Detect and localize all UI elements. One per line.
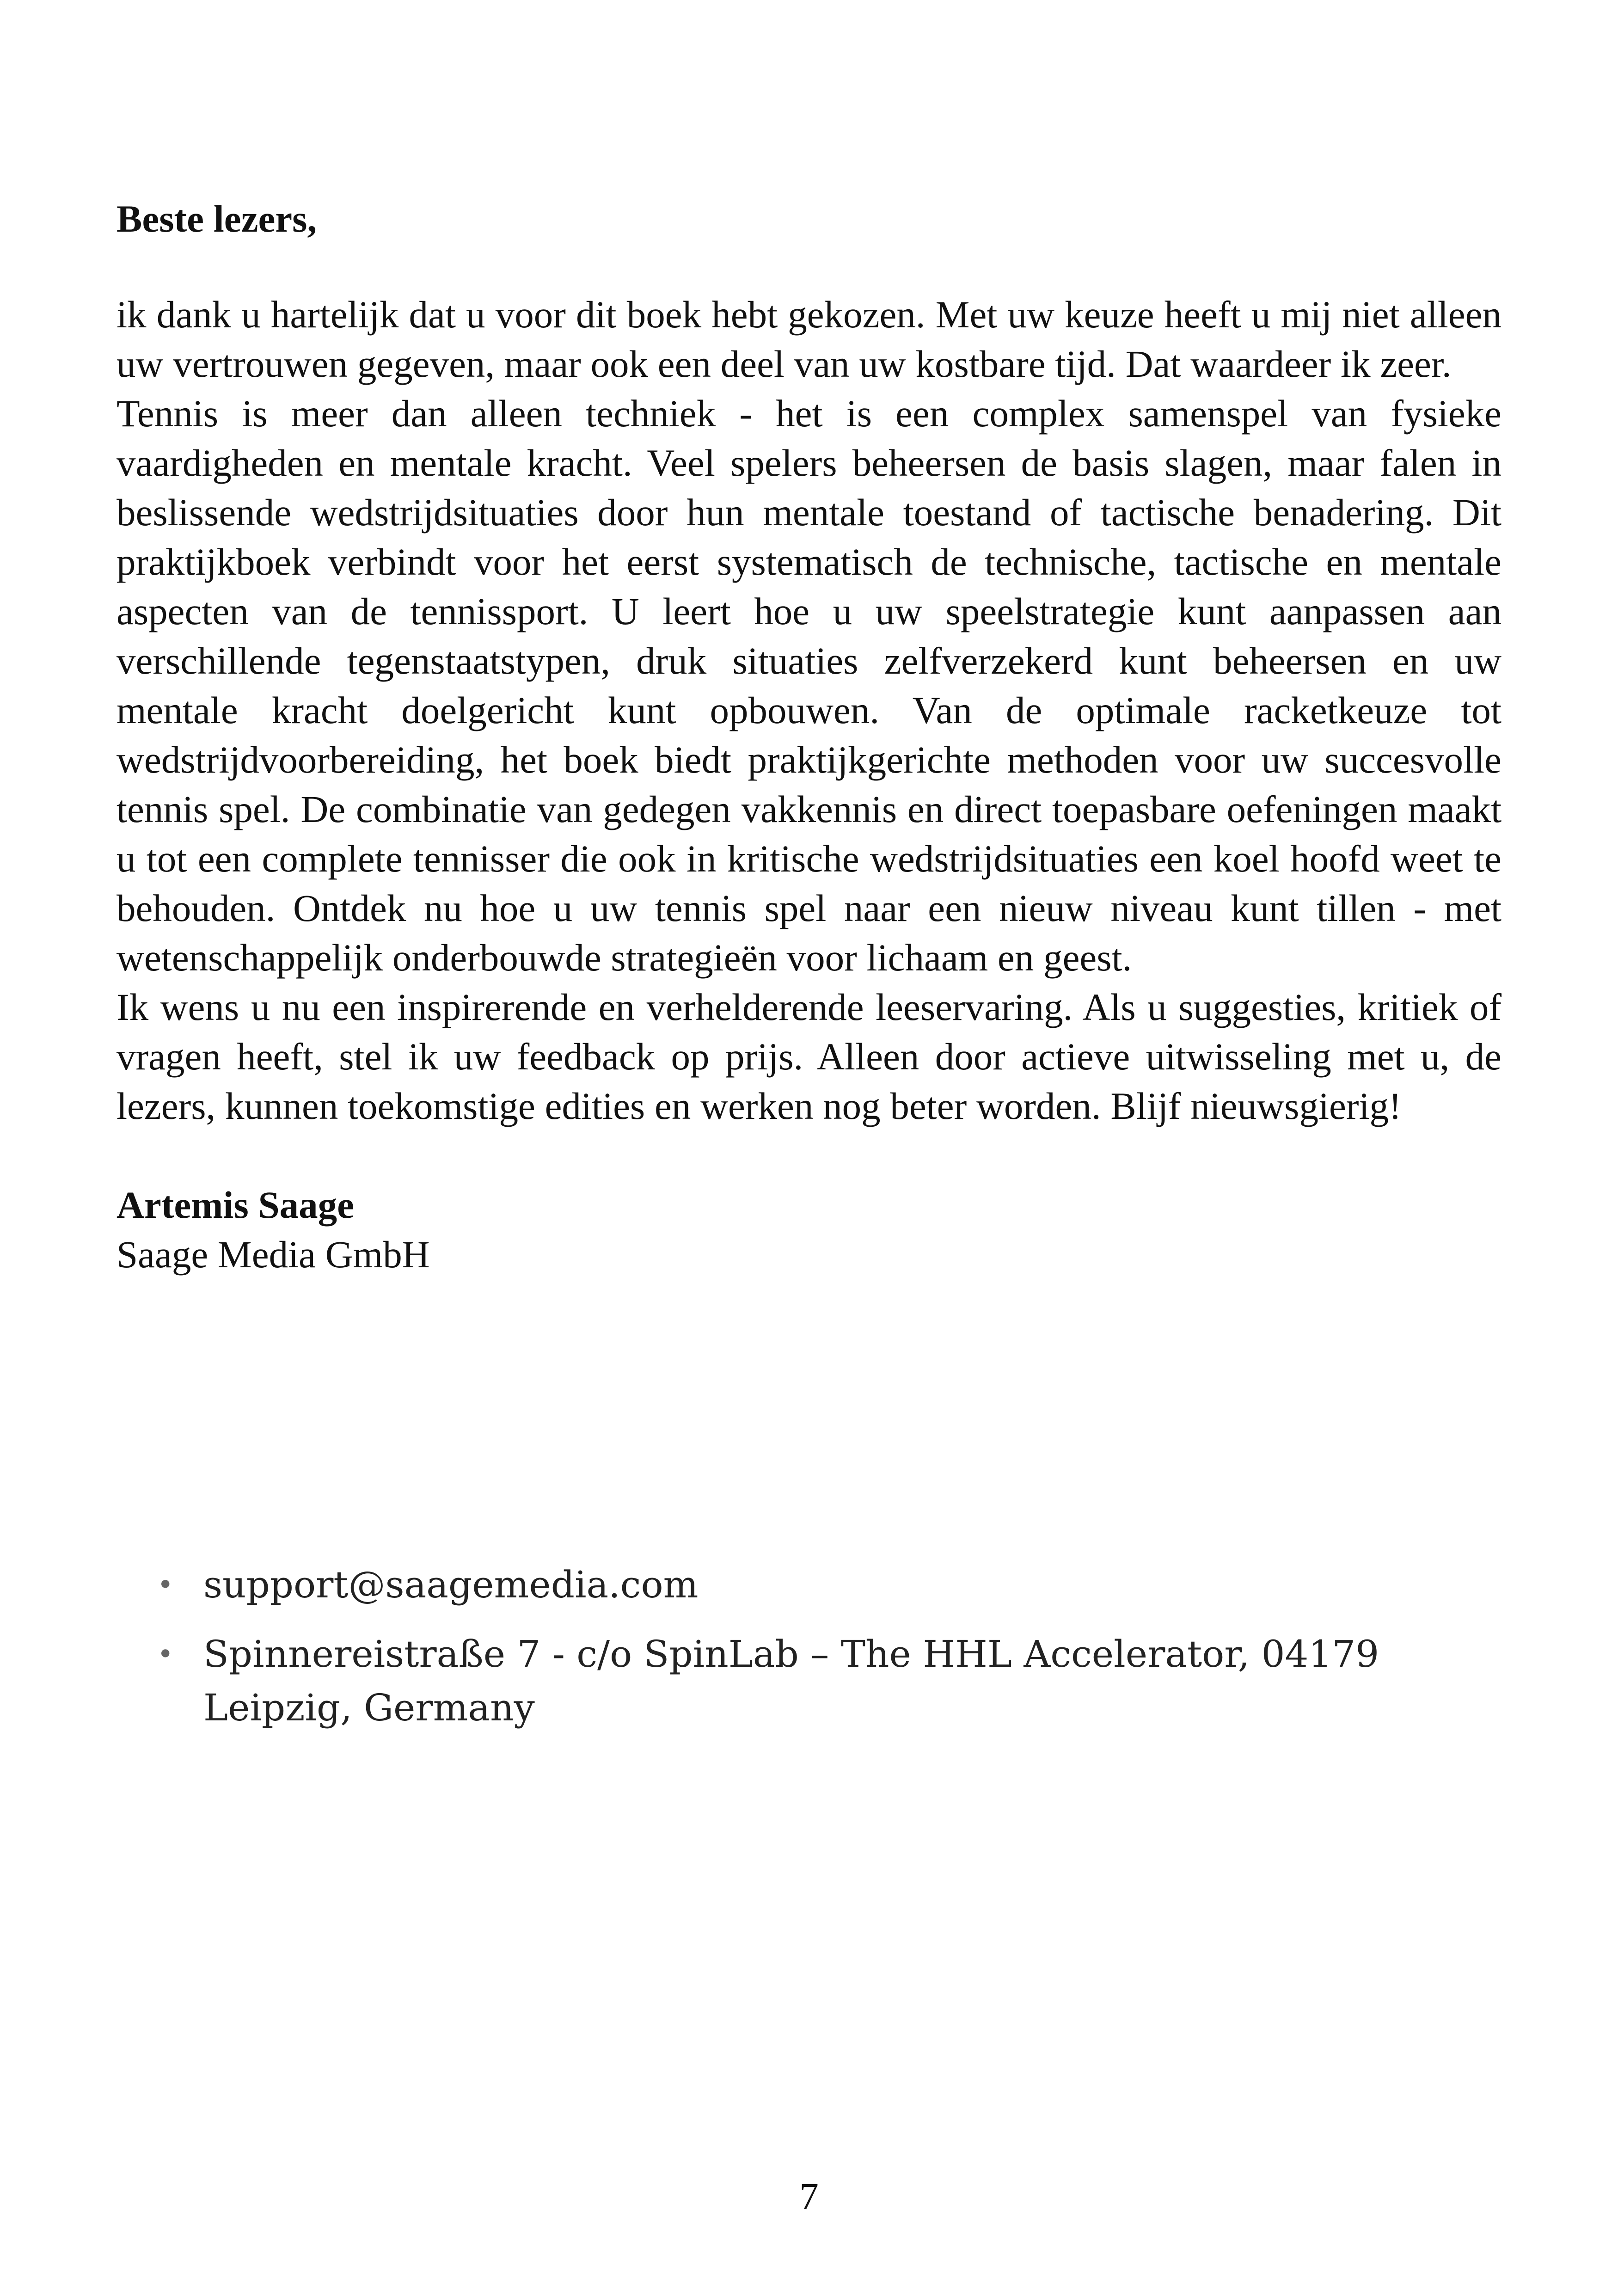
salutation: Beste lezers, bbox=[116, 197, 317, 240]
letter-content bbox=[116, 194, 1502, 1279]
contact-email-item bbox=[157, 1558, 1452, 1612]
paragraph-book-description: Tennis is meer dan alleen techniek - het is een complex samenspel van fysieke vaardigheden en mentale kracht. Veel spelers beheersen de basis slagen, maar falen in beslissende wedstrijdsituaties door hun mentale toestand of tactische benadering. Dit praktijkboek verbindt voor het eerst systematisch de technische, tactische en mentale aspecten van de tennissport. U leert hoe u uw speelstrategie kunt aanpassen aan verschillende tegenstaatstypen, druk situaties zelfverzekerd kunt beheersen en uw mentale kracht doelgericht kunt opbouwen. Van de optimale racketkeuze tot wedstrijdvoorbereiding, het boek biedt praktijkgerichte methoden voor uw succesvolle tennis spel. De combinatie van gedegen vakkennis en direct toepasbare oefeningen maakt u tot een complete tennisser die ook in kritische wedstrijdsituaties een koel hoofd weet te behouden. Ontdek nu hoe u uw tennis spel naar een nieuw niveau kunt tillen - met wetenschappelijk onderbouwde strategieën voor lichaam en geest. bbox=[116, 392, 1502, 979]
bullet-icon: • bbox=[157, 1569, 174, 1601]
page-number: 7 bbox=[799, 2175, 819, 2217]
author-name: Artemis Saage bbox=[116, 1184, 355, 1226]
company-name: Saage Media GmbH bbox=[116, 1233, 430, 1276]
contact-address-item bbox=[157, 1627, 1452, 1735]
bullet-icon: • bbox=[157, 1638, 174, 1670]
paragraph-thanks: ik dank u hartelijk dat u voor dit boek hebt gekozen. Met uw keuze heeft u mij niet alleen uw vertrouwen gegeven, maar ook een deel van uw kostbare tijd. Dat waardeer ik zeer. bbox=[116, 293, 1502, 385]
contact-email[interactable]: support@saagemedia.com bbox=[203, 1563, 699, 1606]
letter-body bbox=[116, 290, 1502, 1131]
paragraph-closing-wishes: Ik wens u nu een inspirerende en verhelderende leeservaring. Als u suggesties, kritiek of vragen heeft, stel ik uw feedback op prijs. Alleen door actieve uitwisseling met u, de lezers, kunnen toekomstige edities en werken nog beter worden. Blijf nieuwsgierig! bbox=[116, 986, 1502, 1127]
contact-address: Spinnereistraße 7 - c/o SpinLab – The HHL Accelerator, 04179 Leipzig, Germany bbox=[203, 1633, 1379, 1729]
signature-block bbox=[116, 1180, 1502, 1279]
contact-list bbox=[157, 1558, 1452, 1750]
